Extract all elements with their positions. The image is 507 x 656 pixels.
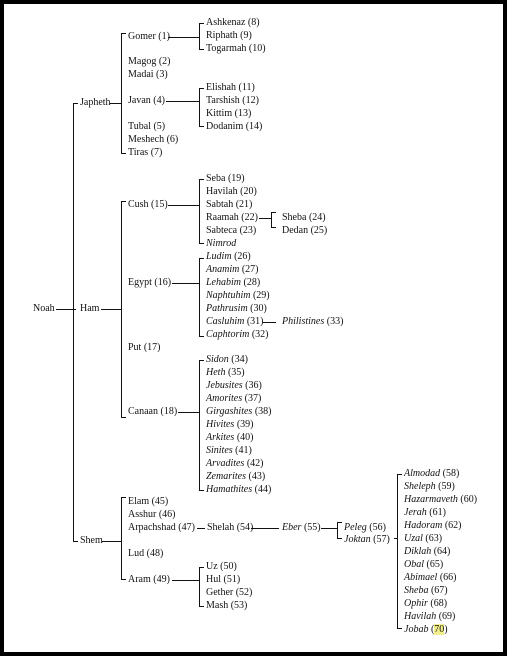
node-madai: Madai (3) [128,69,168,80]
node-girgashites: Girgashites (38) [206,406,272,417]
node-tiras: Tiras (7) [128,147,163,158]
node-aram: Aram (49) [128,574,170,585]
node-hadoram: Hadoram (62) [404,520,462,531]
node-japheth: Japheth [80,97,111,108]
node-tarshish: Tarshish (12) [206,95,259,106]
node-abimael: Abimael (66) [404,572,457,583]
node-uzal: Uzal (63) [404,533,443,544]
node-zemarites: Zemarites (43) [206,471,266,482]
node-mash: Mash (53) [206,600,248,611]
node-ophir: Ophir (68) [404,598,448,609]
node-dodanim: Dodanim (14) [206,121,263,132]
node-gomer: Gomer (1) [128,31,170,42]
node-sheba-raamah: Sheba (24) [282,212,326,223]
node-canaan: Canaan (18) [128,406,178,417]
node-jerah: Jerah (61) [404,507,446,518]
node-javan: Javan (4) [128,95,165,106]
node-sidon: Sidon (34) [206,354,248,365]
node-arpachshad: Arpachshad (47) [128,522,195,533]
node-sinites: Sinites (41) [206,445,252,456]
node-gether: Gether (52) [206,587,253,598]
node-joktan: Joktan (57) [344,534,390,545]
node-hamathites: Hamathites (44) [206,484,272,495]
node-ham: Ham [80,303,100,314]
node-sheleph: Sheleph (59) [404,481,455,492]
node-elishah: Elishah (11) [206,82,255,93]
node-obal: Obal (65) [404,559,444,570]
node-magog: Magog (2) [128,56,171,67]
node-asshur: Asshur (46) [128,509,176,520]
node-riphath: Riphath (9) [206,30,252,41]
node-nimrod: Nimrod [206,238,237,249]
node-shelah: Shelah (54) [207,522,254,533]
node-havilah-joktan: Havilah (69) [404,611,456,622]
node-ashkenaz: Ashkenaz (8) [206,17,260,28]
node-egypt: Egypt (16) [128,277,172,288]
node-put: Put (17) [128,342,161,353]
node-caphtorim: Caphtorim (32) [206,329,269,340]
node-shem: Shem [80,535,103,546]
node-sabteca: Sabteca (23) [206,225,257,236]
node-lehabim: Lehabim (28) [206,277,261,288]
node-hazarmaveth: Hazarmaveth (60) [404,494,478,505]
node-pathrusim: Pathrusim (30) [206,303,267,314]
node-ludim: Ludim (26) [206,251,251,262]
node-lud: Lud (48) [128,548,164,559]
node-meshech: Meshech (6) [128,134,179,145]
node-noah: Noah [33,303,55,314]
node-eber: Eber (55) [282,522,321,533]
node-kittim: Kittim (13) [206,108,252,119]
node-anamim: Anamim (27) [206,264,259,275]
genealogy-page [4,4,503,652]
node-uz: Uz (50) [206,561,237,572]
node-naphtuhim: Naphtuhim (29) [206,290,270,301]
node-jebusites: Jebusites (36) [206,380,262,391]
node-casluhim: Casluhim (31) [206,316,264,327]
node-raamah: Raamah (22) [206,212,258,223]
node-hivites: Hivites (39) [206,419,254,430]
node-amorites: Amorites (37) [206,393,262,404]
node-heth: Heth (35) [206,367,245,378]
node-sabtah: Sabtah (21) [206,199,253,210]
node-hul: Hul (51) [206,574,241,585]
node-philistines: Philistines (33) [282,316,344,327]
node-peleg: Peleg (56) [344,522,386,533]
node-dedan: Dedan (25) [282,225,328,236]
node-arvadites: Arvadites (42) [206,458,264,469]
node-almodad: Almodad (58) [404,468,460,479]
node-jobab: Jobab (70) [404,624,448,635]
node-elam: Elam (45) [128,496,169,507]
node-sheba-joktan: Sheba (67) [404,585,448,596]
highlighted-number: 70 [434,624,445,635]
node-togarmah: Togarmah (10) [206,43,266,54]
node-havilah-cush: Havilah (20) [206,186,257,197]
node-seba: Seba (19) [206,173,245,184]
node-diklah: Diklah (64) [404,546,451,557]
node-cush: Cush (15) [128,199,168,210]
node-tubal: Tubal (5) [128,121,166,132]
node-arkites: Arkites (40) [206,432,254,443]
